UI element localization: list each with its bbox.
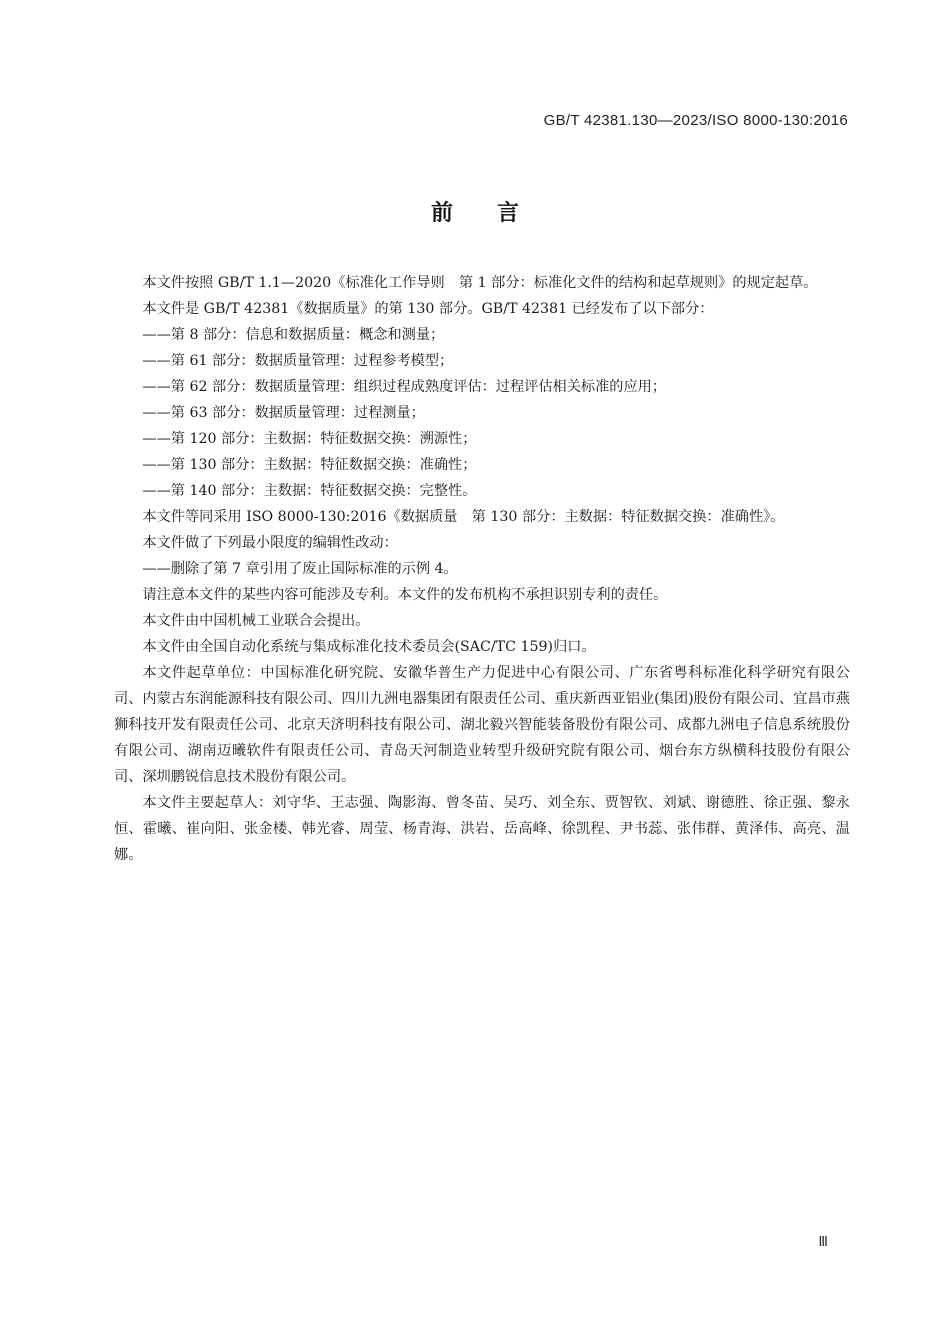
paragraph-proposer: 本文件由中国机械工业联合会提出。 [142,613,370,629]
list-item-part: ——第 62 部分：数据质量管理：组织过程成熟度评估：过程评估相关标准的应用； [142,379,667,395]
paragraph-series-intro: 本文件是 GB/T 42381《数据质量》的第 130 部分。GB/T 42381 已经发布了以下部分： [142,301,714,317]
paragraph-committee: 本文件由全国自动化系统与集成标准化技术委员会(SAC/TC 159)归口。 [142,639,596,655]
foreword-body [114,270,850,868]
list-item-part: ——第 61 部分：数据质量管理：过程参考模型； [142,353,454,369]
list-item-part: ——第 140 部分：主数据：特征数据交换：完整性。 [142,483,477,499]
list-item-part: ——第 8 部分：信息和数据质量：概念和测量； [142,327,445,343]
paragraph-equivalence: 本文件等同采用 ISO 8000-130:2016《数据质量 第 130 部分：主数据：特征数据交换：准确性》。 [142,509,785,525]
paragraph-patent-notice: 请注意本文件的某些内容可能涉及专利。本文件的发布机构不承担识别专利的责任。 [142,587,668,603]
page-number: Ⅲ [818,1235,828,1250]
standard-code: GB/T 42381.130—2023/ISO 8000-130:2016 [543,112,848,129]
paragraph-drafting-units: 本文件起草单位：中国标准化研究院、安徽华普生产力促进中心有限公司、广东省粤科标准化科学研究有限公司、内蒙古东润能源科技有限公司、四川九洲电器集团有限责任公司、重庆新西亚铝业(集团)股份有限公司、宜昌市燕狮科技开发有限责任公司、北京天济明科技有限公司、湖北毅兴智能装备股份有限公司、成都九洲电子信息系统股份有限公司、湖南迈曦软件有限责任公司、青岛天河制造业转型升级研究院有限公司、烟台东方纵横科技股份有限公司、深圳鹏锐信息技术股份有限公司。 [114,665,850,785]
paragraph-drafting-rules: 本文件按照 GB/T 1.1—2020《标准化工作导则 第 1 部分：标准化文件的结构和起草规则》的规定起草。 [142,275,818,291]
page-title: 前言 [430,201,563,226]
list-item-part: ——第 63 部分：数据质量管理：过程测量； [142,405,425,421]
paragraph-editorial-changes: 本文件做了下列最小限度的编辑性改动： [142,535,398,551]
list-item-change: ——删除了第 7 章引用了废止国际标准的示例 4。 [142,561,458,577]
list-item-part: ——第 120 部分：主数据：特征数据交换：溯源性； [142,431,477,447]
paragraph-drafters: 本文件主要起草人：刘守华、王志强、陶影海、曾冬苗、吴巧、刘全东、贾智钦、刘斌、谢德胜、徐正强、黎永恒、霍曦、崔向阳、张金楼、韩光睿、周莹、杨青海、洪岩、岳高峰、徐凯程、尹书蕊、张伟群、黄泽伟、高亮、温娜。 [114,795,850,863]
list-item-part: ——第 130 部分：主数据：特征数据交换：准确性； [142,457,477,473]
